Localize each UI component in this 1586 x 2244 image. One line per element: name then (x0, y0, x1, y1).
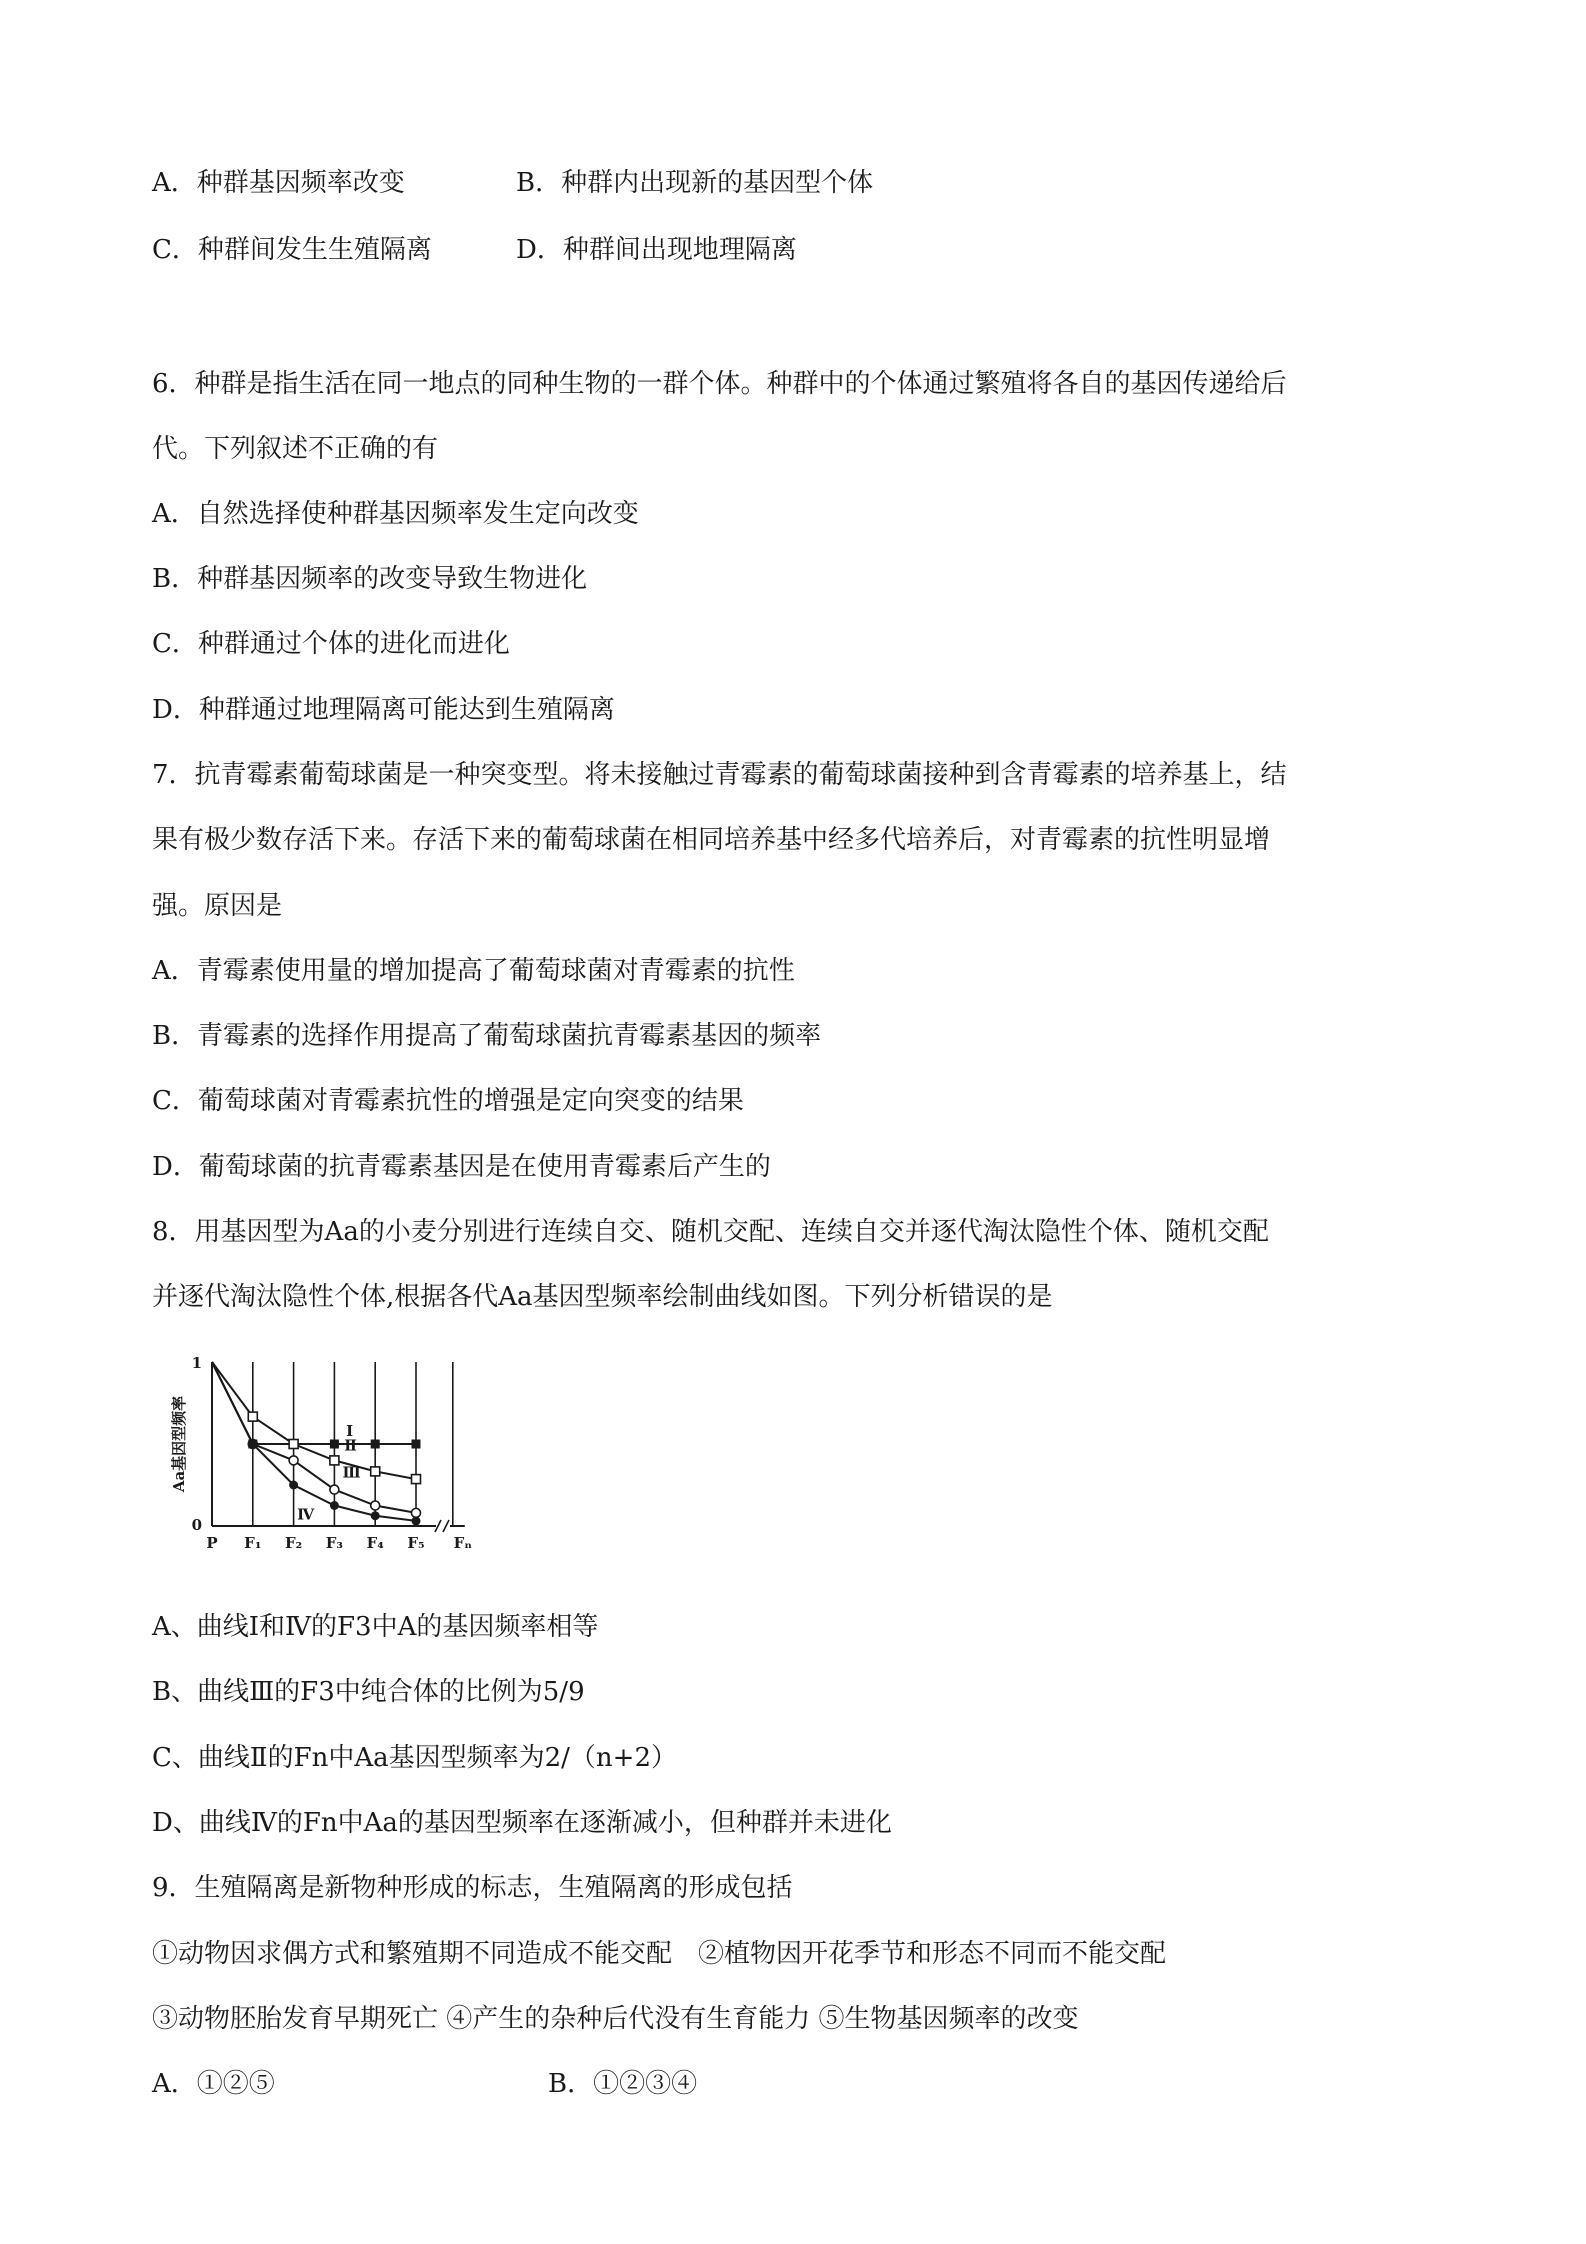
data-point (330, 1456, 339, 1465)
y-axis-label: Aa基因型频率 (170, 1395, 188, 1493)
x-tick-label: F₅ (407, 1534, 425, 1552)
q8-stem-line-2: 并逐代淘汰隐性个体,根据各代Aa基因型频率绘制曲线如图。下列分析错误的是 (152, 1282, 1053, 1312)
x-tick-label: F₃ (325, 1534, 344, 1552)
q6-option-d: D．种群通过地理隔离可能达到生殖隔离 (152, 695, 615, 725)
prev-option-b: B．种群内出现新的基因型个体 (516, 168, 874, 198)
series-line (212, 1362, 416, 1513)
q9-option-a: A．①②⑤ (152, 2069, 275, 2099)
y-tick-label-1: 1 (191, 1354, 202, 1372)
q8-option-a: A、曲线Ⅰ和Ⅳ的F3中A的基因频率相等 (152, 1612, 599, 1642)
data-point (412, 1516, 421, 1525)
q7-option-a: A．青霉素使用量的增加提高了葡萄球菌对青霉素的抗性 (152, 956, 795, 986)
q7-stem-line-3: 强。原因是 (152, 891, 283, 921)
x-tick-label: F₂ (284, 1534, 303, 1552)
q7-stem-line-1: 7．抗青霉素葡萄球菌是一种突变型。将未接触过青霉素的葡萄球菌接种到含青霉素的培养基上，结 (152, 760, 1287, 790)
data-point (289, 1440, 298, 1449)
q9-items-line-1: ①动物因求偶方式和繁殖期不同造成不能交配 ②植物因开花季节和形态不同而不能交配 (152, 1939, 1167, 1969)
series-label: Ⅲ (342, 1463, 361, 1482)
data-point (330, 1440, 339, 1449)
series-label: Ⅰ (346, 1422, 354, 1440)
data-point (330, 1501, 339, 1510)
q7-option-d: D．葡萄球菌的抗青霉素基因是在使用青霉素后产生的 (152, 1152, 771, 1182)
genotype-frequency-chart (150, 1348, 480, 1558)
q6-option-c: C．种群通过个体的进化而进化 (152, 629, 510, 659)
x-tick-label: P (206, 1534, 218, 1552)
prev-option-d: D．种群间出现地理隔离 (516, 235, 797, 265)
prev-option-a: A．种群基因频率改变 (152, 168, 405, 198)
data-point (248, 1412, 257, 1421)
q7-stem-line-2: 果有极少数存活下来。存活下来的葡萄球菌在相同培养基中经多代培养后，对青霉素的抗性明显增 (152, 825, 1271, 855)
data-point (412, 1508, 421, 1517)
series-label: Ⅳ (297, 1505, 315, 1524)
q7-option-b: B．青霉素的选择作用提高了葡萄球菌抗青霉素基因的频率 (152, 1021, 822, 1051)
q9-stem: 9．生殖隔离是新物种形成的标志，生殖隔离的形成包括 (152, 1873, 793, 1903)
data-point (371, 1501, 380, 1510)
data-point (371, 1511, 380, 1520)
data-point (412, 1475, 421, 1484)
x-tick-label: Fₙ (453, 1534, 473, 1552)
data-point (248, 1440, 257, 1449)
q6-option-a: A．自然选择使种群基因频率发生定向改变 (152, 499, 639, 529)
data-point (289, 1456, 298, 1465)
data-point (371, 1440, 380, 1449)
q7-option-c: C．葡萄球菌对青霉素抗性的增强是定向突变的结果 (152, 1086, 744, 1116)
data-point (412, 1440, 421, 1449)
q8-option-d: D、曲线Ⅳ的Fn中Aa的基因型频率在逐渐减小，但种群并未进化 (152, 1808, 892, 1838)
series-label: Ⅱ (344, 1436, 357, 1455)
q6-stem-line-1: 6．种群是指生活在同一地点的同种生物的一群个体。种群中的个体通过繁殖将各自的基因传递给后 (152, 369, 1287, 399)
q9-option-b: B．①②③④ (548, 2069, 698, 2099)
prev-option-c: C．种群间发生生殖隔离 (152, 235, 432, 265)
axis-break-mark (435, 1520, 449, 1532)
series-line (212, 1362, 416, 1521)
q6-option-b: B．种群基因频率的改变导致生物进化 (152, 564, 588, 594)
x-tick-label: F₁ (244, 1534, 262, 1552)
data-point (330, 1485, 339, 1494)
q9-items-line-2: ③动物胚胎发育早期死亡 ④产生的杂种后代没有生育能力 ⑤生物基因频率的改变 (152, 2004, 1079, 2034)
q6-stem-line-2: 代。下列叙述不正确的有 (152, 434, 439, 464)
series-line (212, 1362, 416, 1479)
x-tick-label: F₄ (366, 1534, 384, 1552)
data-point (289, 1481, 298, 1490)
y-tick-label-0: 0 (191, 1516, 202, 1534)
q8-option-c: C、曲线Ⅱ的Fn中Aa基因型频率为2/（n+2） (152, 1743, 678, 1773)
q8-option-b: B、曲线Ⅲ的F3中纯合体的比例为5/9 (152, 1677, 585, 1707)
data-point (371, 1467, 380, 1476)
q8-stem-line-1: 8．用基因型为Aa的小麦分别进行连续自交、随机交配、连续自交并逐代淘汰隐性个体、随机交配 (152, 1217, 1269, 1247)
